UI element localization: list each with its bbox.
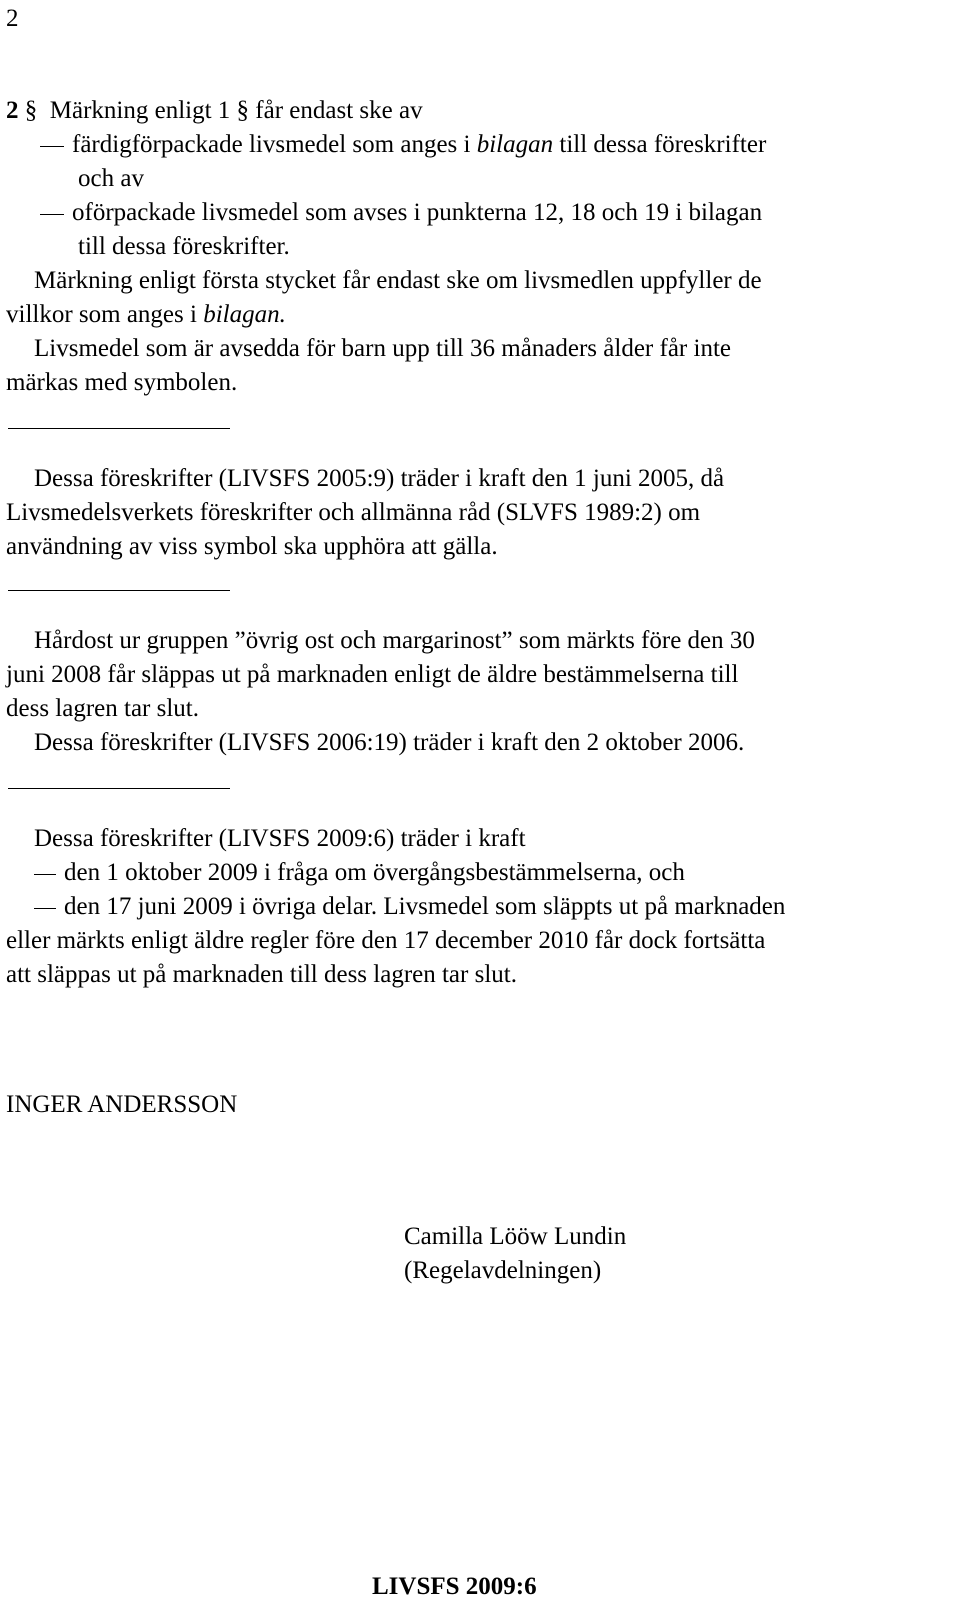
paragraph-line: Hårdost ur gruppen ”övrig ost och margarinost” som märkts före den 30 <box>34 627 755 654</box>
signature-official: Camilla Lööw Lundin <box>404 1223 627 1250</box>
list-item <box>40 128 766 162</box>
paragraph-line: Dessa föreskrifter (LIVSFS 2005:9) träder i kraft den 1 juni 2005, då <box>34 465 725 492</box>
emphasis-bilagan: bilagan. <box>203 301 286 328</box>
separator-rule <box>8 788 230 789</box>
emphasis-bilagan: bilagan <box>476 131 554 158</box>
separator-rule <box>8 590 230 591</box>
footer-document-id: LIVSFS 2009:6 <box>372 1573 537 1600</box>
paragraph-line: märkas med symbolen. <box>6 369 238 396</box>
list-item-continuation: och av <box>78 165 144 192</box>
paragraph-text: villkor som anges i <box>6 301 197 328</box>
paragraph-line: Livsmedelsverkets föreskrifter och allmänna råd (SLVFS 1989:2) om <box>6 499 701 526</box>
dash-icon <box>40 146 64 147</box>
section-intro-a: Märkning enligt 1 <box>49 97 231 124</box>
list-item <box>34 890 785 924</box>
section-heading <box>6 94 423 128</box>
page-number: 2 <box>6 5 19 32</box>
paragraph-line: att släppas ut på marknaden till dess lagren tar slut. <box>6 961 517 988</box>
dash-icon <box>40 214 64 215</box>
section-sign-2: § <box>236 97 250 124</box>
dash-icon <box>34 874 56 875</box>
paragraph-line: användning av viss symbol ska upphöra att gälla. <box>6 533 498 560</box>
paragraph-line: juni 2008 får släppas ut på marknaden enligt de äldre bestämmelserna till <box>6 661 739 688</box>
separator-rule <box>8 428 230 429</box>
list-item-continuation: till dessa föreskrifter. <box>78 233 290 260</box>
list-item-text: den 1 oktober 2009 i fråga om övergångsbestämmelserna, och <box>64 859 685 886</box>
paragraph-line: Dessa föreskrifter (LIVSFS 2006:19) träder i kraft den 2 oktober 2006. <box>34 729 745 756</box>
list-item-text: den 17 juni 2009 i övriga delar. Livsmedel som släppts ut på marknaden <box>64 893 786 920</box>
list-item <box>40 196 762 230</box>
paragraph-line: Dessa föreskrifter (LIVSFS 2009:6) träder i kraft <box>34 825 526 852</box>
paragraph-line <box>6 298 286 332</box>
paragraph-line: Livsmedel som är avsedda för barn upp till 36 månaders ålder får inte <box>34 335 731 362</box>
list-item-text: färdigförpackade livsmedel som anges i <box>72 131 471 158</box>
paragraph-line: dess lagren tar slut. <box>6 695 200 722</box>
paragraph-line: Märkning enligt första stycket får endast ske om livsmedlen uppfyller de <box>34 267 762 294</box>
signature-director: INGER ANDERSSON <box>6 1091 238 1118</box>
list-item-text: oförpackade livsmedel som avses i punkterna 12, 18 och 19 i bilagan <box>72 199 763 226</box>
dash-icon <box>34 908 56 909</box>
section-sign: § <box>24 97 38 124</box>
list-item-text: till dessa föreskrifter <box>559 131 767 158</box>
section-intro-b: får endast ske av <box>255 97 423 124</box>
list-item <box>34 856 685 890</box>
section-number: 2 <box>6 97 19 124</box>
paragraph-line: eller märkts enligt äldre regler före den 17 december 2010 får dock fortsätta <box>6 927 766 954</box>
signature-department: (Regelavdelningen) <box>404 1257 602 1284</box>
